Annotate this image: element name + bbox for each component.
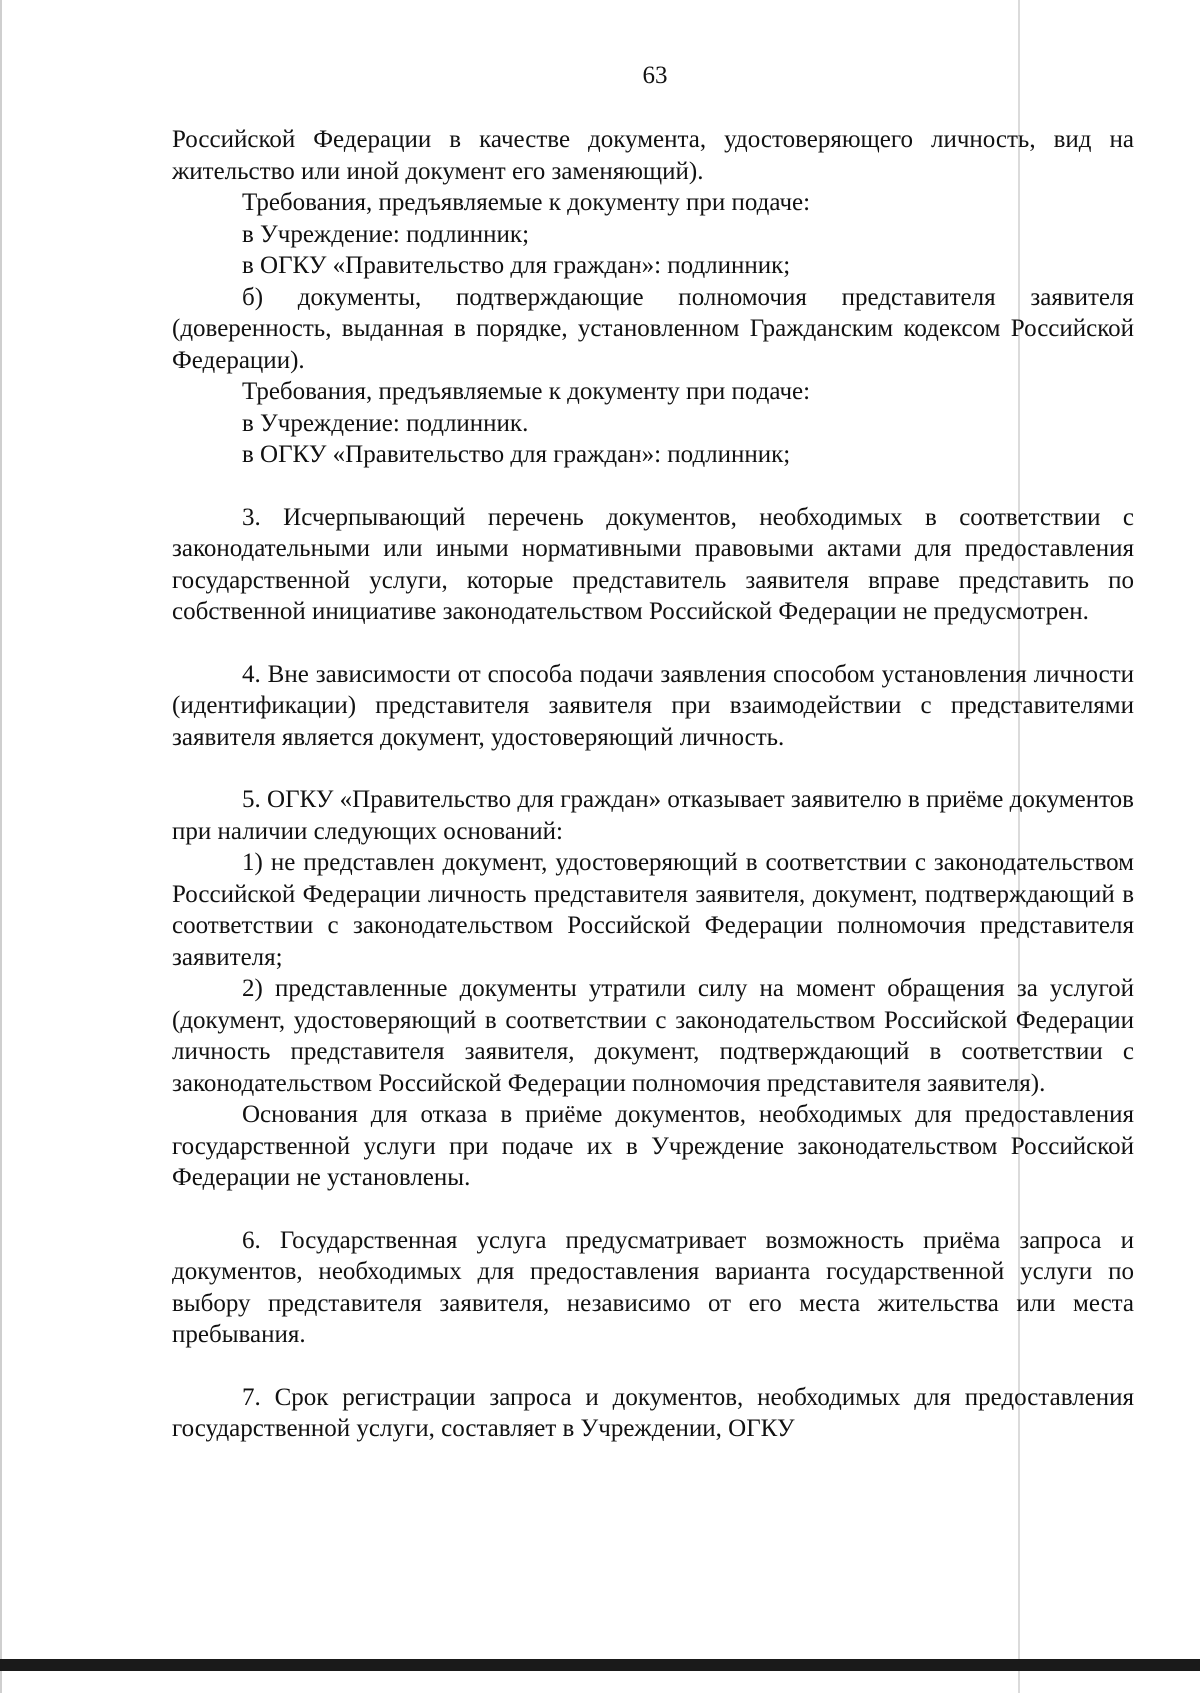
- paragraph: Российской Федерации в качестве документа, удостоверяющего личность, вид на жительство или иной документ его заменяющий).: [172, 126, 1134, 185]
- paragraph-item-3: 3. Исчерпывающий перечень документов, необходимых в соответствии с законодательными или иными нормативными правовыми актами для предоставления государственной услуги, которые представитель заявителя вправе представить по собственной инициативе законодательством Российской Федерации не предусмотрен.: [172, 503, 1134, 625]
- paragraph: Основания для отказа в приёме документов, необходимых для предоставления государственной услуги при подаче их в Учреждение законодательством Российской Федерации не установлены.: [172, 1101, 1134, 1191]
- paragraph: в ОГКУ «Правительство для граждан»: подлинник;: [242, 441, 791, 468]
- page-number: 63: [642, 62, 668, 89]
- scan-bottom-bar: [0, 1659, 1200, 1671]
- paragraph: б) документы, подтверждающие полномочия представителя заявителя (доверенность, выданная в порядке, установленном Гражданским кодексом Российской Федерации).: [172, 283, 1134, 374]
- scan-left-edge: [0, 0, 2, 1693]
- paragraph: в Учреждение: подлинник;: [242, 220, 530, 248]
- paragraph: Требования, предъявляемые к документу при подаче:: [242, 378, 811, 405]
- paragraph-subitem-1: 1) не представлен документ, удостоверяющий в соответствии с законодательством Российской Федерации личность представителя заявителя, документ, подтверждающий в соответствии с законодательством Российской Федерации полномочия представителя заявителя;: [172, 849, 1134, 971]
- paragraph-item-4: 4. Вне зависимости от способа подачи заявления способом установления личности (идентификации) представителя заявителя при взаимодействии с представителями заявителя является документ, удостоверяющий личность.: [172, 660, 1134, 751]
- paragraph-item-7: 7. Срок регистрации запроса и документов, необходимых для предоставления государственной услуги, составляет в Учреждении, ОГКУ: [172, 1383, 1134, 1442]
- paragraph: в ОГКУ «Правительство для граждан»: подлинник;: [242, 252, 791, 279]
- paragraph: Требования, предъявляемые к документу при подаче:: [242, 189, 811, 216]
- paragraph-item-5: 5. ОГКУ «Правительство для граждан» отказывает заявителю в приёме документов при наличии следующих оснований:: [172, 786, 1134, 845]
- paragraph-item-6: 6. Государственная услуга предусматривает возможность приёма запроса и документов, необходимых для предоставления варианта государственной услуги по выбору представителя заявителя, независимо от его места жительства или места пребывания.: [172, 1226, 1134, 1348]
- paragraph: в Учреждение: подлинник.: [242, 409, 529, 437]
- paragraph-subitem-2: 2) представленные документы утратили силу на момент обращения за услугой (документ, удостоверяющий в соответствии с законодательством Российской Федерации личность представителя заявителя, документ, подтверждающий в соответствии с законодательством Российской Федерации полномочия представителя заявителя).: [172, 975, 1134, 1097]
- document-body: [172, 124, 1134, 1445]
